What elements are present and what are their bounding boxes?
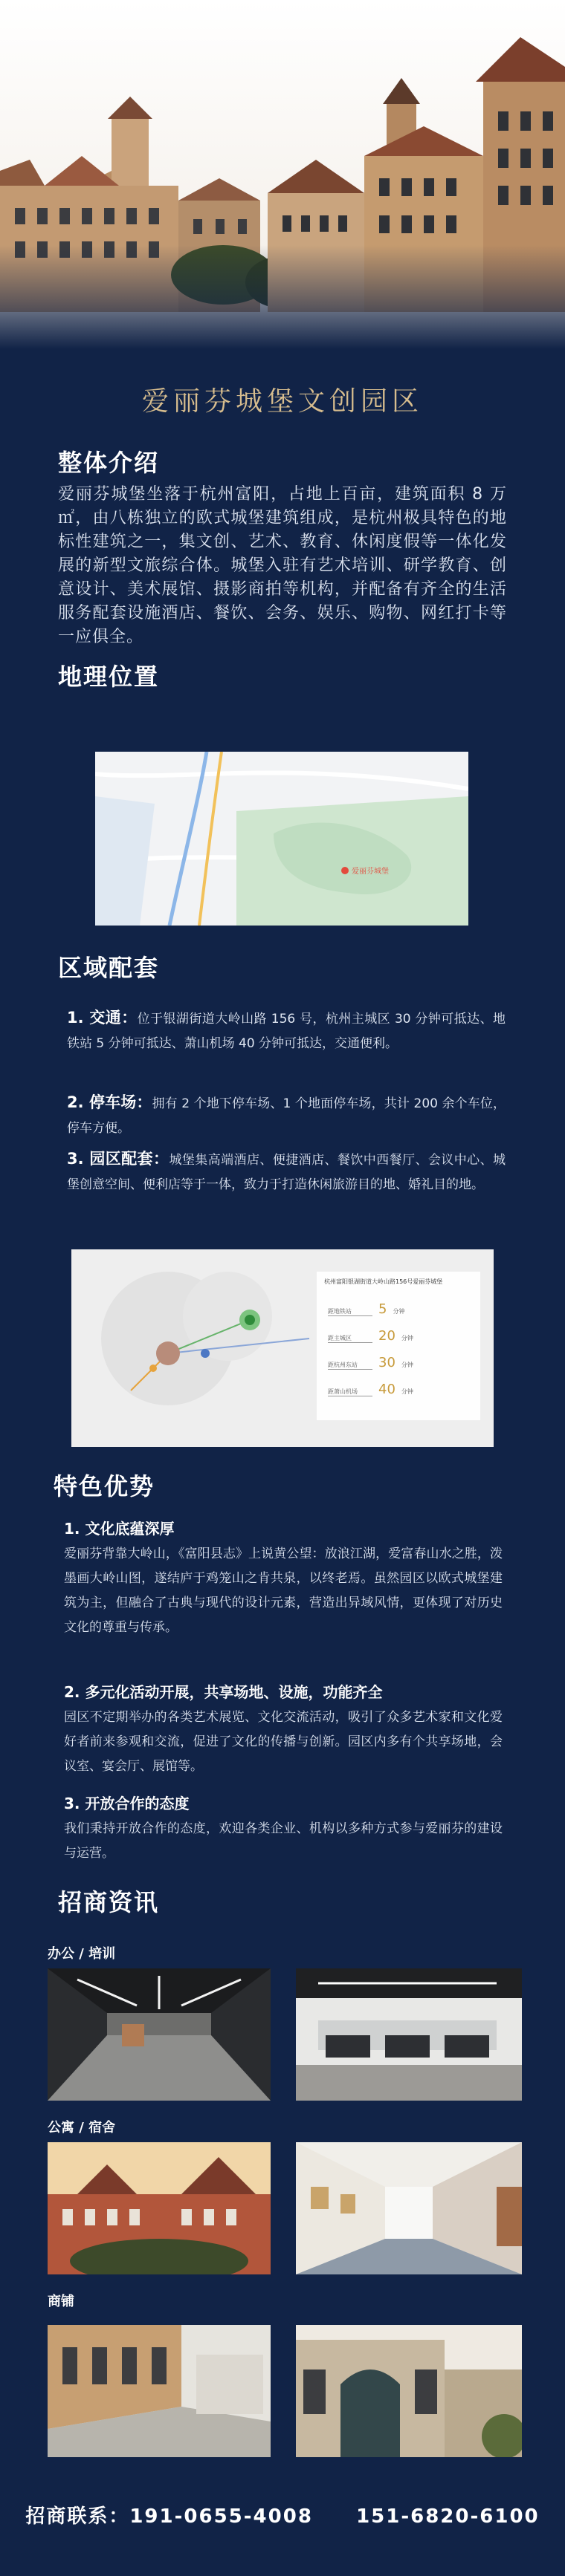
row-unit: 分钟 (401, 1335, 413, 1341)
facility-title: 3. 园区配套： (67, 1150, 170, 1168)
category-label-shop: 商铺 (48, 2294, 74, 2309)
facility-text: 城堡集高端酒店、便捷酒店、餐饮中西餐厅、会议中心、城堡创意空间、便利店等于一体，致力于打造休闲旅游目的地、婚礼目的地。 (67, 1153, 506, 1192)
facility-title: 1. 交通： (67, 1009, 138, 1027)
row-value: 20 (378, 1328, 396, 1344)
map-marker-label: 爱丽芬城堡 (352, 868, 389, 876)
advantage-title: 1. 文化底蕴深厚 (64, 1520, 175, 1538)
facility-text: 位于银湖街道大岭山路 156 号，杭州主城区 30 分钟可抵达、地铁站 5 分钟可抵达、萧山机场 40 分钟可抵达，交通便利。 (67, 1012, 506, 1051)
contact-phone-2[interactable]: 151-6820-6100 (356, 2505, 540, 2528)
map-panel-title: 杭州富阳银湖街道大岭山路156号爱丽芬城堡 (324, 1278, 443, 1285)
row-value: 40 (378, 1382, 396, 1397)
row-label: 距萧山机场 (328, 1388, 372, 1396)
row-label: 距主城区 (328, 1334, 372, 1343)
facility-item-parking (67, 1090, 506, 1141)
facility-title: 2. 停车场： (67, 1093, 152, 1111)
row-label: 距杭州东站 (328, 1361, 372, 1370)
facility-item-traffic (67, 1006, 506, 1056)
map-panel-rows (328, 1301, 477, 1408)
map-panel-row (328, 1382, 477, 1408)
apartment-photo-2 (296, 2142, 522, 2274)
overview-heading: 整体介绍 (58, 449, 160, 477)
location-map (95, 752, 468, 926)
advantage-title: 2. 多元化活动开展，共享场地、设施，功能齐全 (64, 1683, 383, 1701)
advantage-title: 3. 开放合作的态度 (64, 1795, 190, 1812)
map-panel-row (328, 1328, 477, 1355)
row-label: 距地铁站 (328, 1307, 372, 1316)
location-heading: 地理位置 (58, 663, 160, 691)
facility-text: 拥有 2 个地下停车场、1 个地面停车场，共计 200 余个车位，停车方便。 (67, 1096, 506, 1136)
map-panel-row (328, 1355, 477, 1382)
apartment-photo-1 (48, 2142, 271, 2274)
row-unit: 分钟 (401, 1388, 413, 1395)
overview-text: 爱丽芬城堡坐落于杭州富阳，占地上百亩，建筑面积 8 万㎡，由八栋独立的欧式城堡建筑组成，是杭州极具特色的地标性建筑之一，集文创、艺术、教育、休闲度假等一体化发展的新型文旅综合体。城堡入驻有艺术培训、研学教育、创意设计、美术展馆、摄影商拍等机构，并配备有齐全的生活服务配套设施酒店、餐饮、会务、娱乐、购物、网红打卡等一应俱全。 (58, 485, 507, 646)
office-photo-2 (296, 1968, 522, 2101)
row-unit: 分钟 (401, 1362, 413, 1368)
map-panel-row (328, 1301, 477, 1328)
advantage-text: 爱丽芬背靠大岭山，《富阳县志》上说黄公望：放浪江湖，爱富春山水之胜，泼墨画大岭山图，遂结庐于鸡笼山之肯共泉，以终老焉。虽然园区以欧式城堡建筑为主，但融合了古典与现代的设计元素，营造出异域风情，更体现了对历史文化的尊重与传承。 (64, 1546, 503, 1635)
contact-label: 招商联系： (25, 2505, 130, 2528)
shop-photo-2 (296, 2325, 522, 2457)
advantages-heading: 特色优势 (54, 1472, 155, 1500)
row-value: 30 (378, 1355, 396, 1370)
hero-castle-photo (0, 0, 565, 349)
area-map (71, 1249, 494, 1447)
facility-item-amenities (67, 1147, 506, 1197)
advantage-text: 我们秉持开放合作的态度，欢迎各类企业、机构以多种方式参与爱丽芬的建设与运营。 (64, 1821, 503, 1861)
advantage-text: 园区不定期举办的各类艺术展览、文化交流活动，吸引了众多艺术家和文化爱好者前来参观和交流，促进了文化的传播与创新。园区内多有个共享场地，会议室、宴会厅、展馆等。 (64, 1710, 503, 1774)
row-value: 5 (378, 1301, 387, 1317)
leasing-heading: 招商资讯 (58, 1888, 160, 1916)
shop-photo-1 (48, 2325, 271, 2457)
category-label-apartment: 公寓 / 宿舍 (48, 2120, 116, 2136)
office-photo-1 (48, 1968, 271, 2101)
contact-phone-1[interactable]: 191-0655-4008 (129, 2505, 313, 2528)
page-title: 爱丽芬城堡文创园区 (141, 386, 423, 417)
facilities-heading: 区域配套 (58, 954, 160, 982)
row-unit: 分钟 (393, 1308, 405, 1315)
contact-line (0, 2501, 565, 2528)
category-label-office: 办公 / 培训 (48, 1946, 116, 1962)
